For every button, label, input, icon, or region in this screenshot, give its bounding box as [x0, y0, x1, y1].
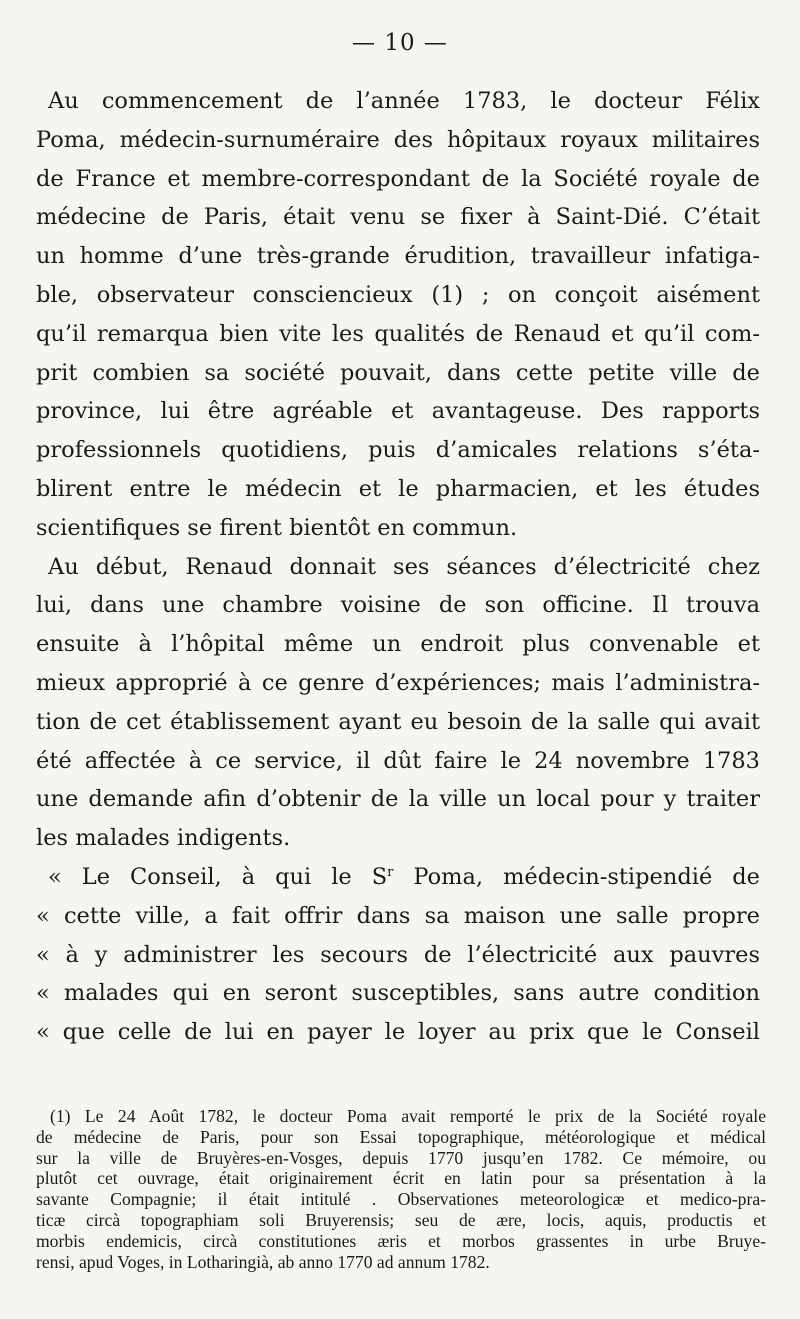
footnote	[36, 1106, 766, 1272]
footnote-line: sur la ville de Bruyères-en-Vosges, depuis 1770 jusqu’en 1782. Ce mémoire, ou	[36, 1147, 766, 1168]
text-line: une demande afin d’obtenir de la ville un local pour y traiter	[36, 786, 760, 813]
footnote-line: rensi, apud Voges, in Lotharingià, ab anno 1770 ad annum 1782.	[36, 1251, 490, 1272]
text-line: mieux approprié à ce genre d’expériences; mais l’administra-	[36, 669, 760, 696]
text-line: de France et membre-correspondant de la Société royale de	[36, 165, 760, 192]
text-line: qu’il remarqua bien vite les qualités de Renaud et qu’il com-	[36, 320, 760, 347]
quote-line-tail: Poma, médecin-stipendié de	[393, 863, 760, 890]
text-line: Au début, Renaud donnait ses séances d’électricité chez	[48, 553, 760, 580]
body-text	[36, 82, 760, 1052]
text-line: professionnels quotidiens, puis d’amicales relations s’éta-	[36, 437, 760, 464]
text-line: Au commencement de l’année 1783, le docteur Félix	[48, 88, 760, 114]
quote-line: « à y administrer les secours de l’électricité aux pauvres	[36, 941, 760, 968]
text-line: prit combien sa société pouvait, dans cette petite ville de	[36, 359, 760, 386]
page-number: — 10 —	[352, 30, 448, 56]
text-line: ensuite à l’hôpital même un endroit plus convenable et	[36, 631, 760, 658]
text-line: blirent entre le médecin et le pharmacien, et les études	[36, 475, 760, 502]
footnote-line: savante Compagnie; il était intitulé . Observationes meteorologicæ et medico-pra-	[36, 1189, 766, 1210]
quote-line: « cette ville, a fait offrir dans sa maison une salle propre	[36, 902, 760, 929]
footnote-line: morbis endemicis, circà constitutiones æris et morbos grassentes in urbe Bruye-	[36, 1230, 766, 1251]
text-line: Poma, médecin-surnuméraire des hôpitaux royaux militaires	[36, 126, 760, 153]
text-line: scientifiques se firent bientôt en commun.	[36, 514, 518, 541]
quote-line: « que celle de lui en payer le loyer au prix que le Conseil	[36, 1019, 760, 1046]
footnote-line: (1) Le 24 Août 1782, le docteur Poma avait remporté le prix de la Société royale	[50, 1106, 766, 1126]
text-line: lui, dans une chambre voisine de son officine. Il trouva	[36, 592, 760, 619]
quote-line	[36, 858, 760, 897]
footnote-line: de médecine de Paris, pour son Essai topographique, météorologique et médical	[36, 1126, 766, 1147]
footnote-line: plutôt cet ouvrage, était originairement écrit en latin pour sa présentation à la	[36, 1168, 766, 1189]
quote-line: « malades qui en seront susceptibles, sans autre condition	[36, 980, 760, 1007]
text-line: province, lui être agréable et avantageuse. Des rapports	[36, 398, 760, 425]
text-line: ble, observateur consciencieux (1) ; on conçoit aisément	[36, 281, 760, 308]
text-line: les malades indigents.	[36, 825, 291, 852]
quote-line-head: « Le Conseil, à qui le S	[48, 863, 388, 890]
text-line: été affectée à ce service, il dût faire le 24 novembre 1783	[36, 747, 760, 774]
text-line: tion de cet établissement ayant eu besoin de la salle qui avait	[36, 708, 760, 735]
superscript: r	[387, 864, 394, 880]
text-line: un homme d’une très-grande érudition, travailleur infatiga-	[36, 243, 760, 270]
footnote-line: ticæ circà topographiam soli Bruyerensis; seu de ære, locis, aquis, productis et	[36, 1209, 766, 1230]
text-line: médecine de Paris, était venu se fixer à Saint-Dié. C’était	[36, 204, 760, 231]
